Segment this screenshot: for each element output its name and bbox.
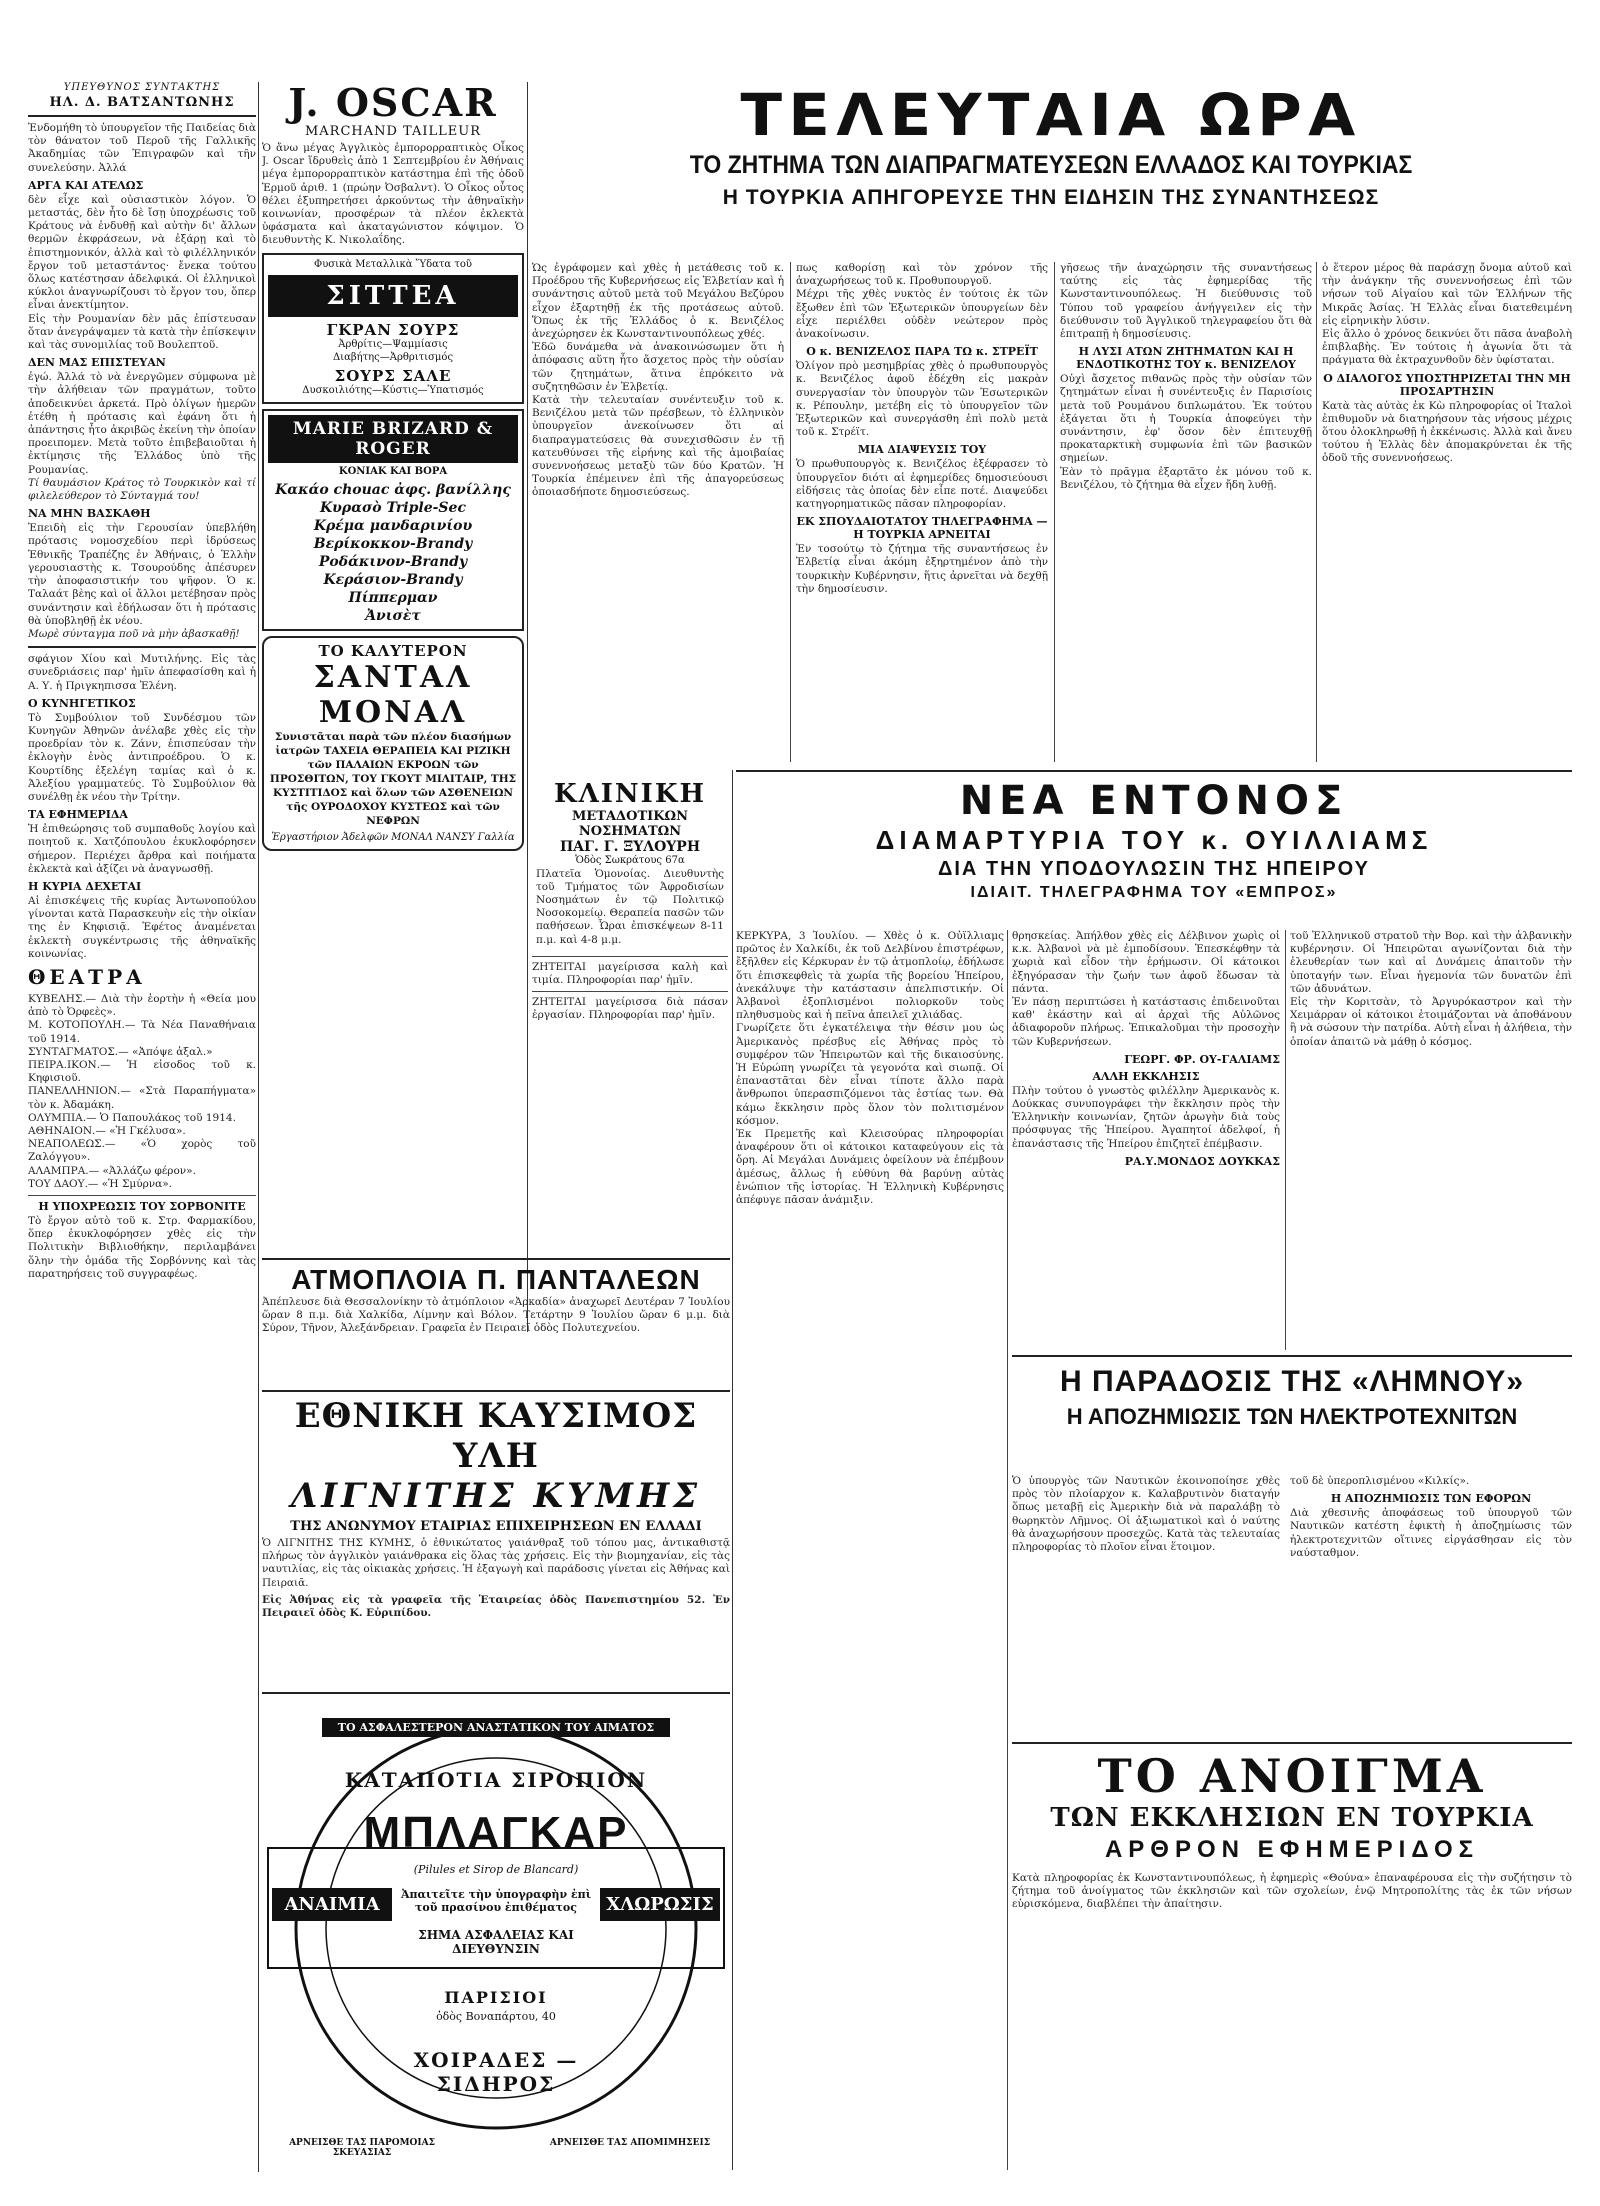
marie-item: Κυρασὸ Triple-Sec (320, 500, 466, 517)
subheading: ΔΕΝ ΜΑΣ ΕΠΙΣΤΕΥΑΝ (28, 356, 166, 370)
column-rule (732, 1258, 733, 2170)
column-rule (732, 770, 733, 1260)
marie-item: Πίππερμαν (348, 590, 438, 607)
paragraph: Τὸ Συμβούλιον τοῦ Συνδέσμου τῶν Κυνηγῶν Ἀθηνῶν ἀνέλαβε χθὲς εἰς τὴν προεδρίαν τὸν κ. Ζάνν, ἐπισπεύσαν τὴν ἐκλογὴν ἑνὸς ἀντιπροέδρου. Ὁ κ. Κουρτίδης ἐξελέγη ταμίας καὶ ὁ κ. Ἀλεξίου γραμματεύς. Τὸ Συμβούλιον θὰ συνέλθῃ ἐκ νέου τὴν Τρίτην. (28, 711, 256, 803)
clinic-subtitle: ΜΕΤΑΔΟΤΙΚΩΝ ΝΟΣΗΜΑΤΩΝ (572, 809, 688, 839)
paragraph: Ἐνδομήθη τὸ ὑπουργεῖον τῆς Παιδείας διὰ τὸν θάνατον τοῦ Περοῦ τῆς Γαλλικῆς Ἀκαδημίας τῶν Ἐπιγραφῶν καὶ τῆν συνελεύσην. Ἀλλά (28, 122, 256, 174)
ship-title: ΑΤΜΟΠΛΟΙΑ Π. ΠΑΝΤΑΛΕΩΝ (291, 1264, 701, 1295)
paragraph: Αἱ ἐπισκέψεις τῆς κυρίας Ἀντωνοπούλου γίνονται κατὰ Παρασκευὴν εἰς τὴν οἰκίαν της ἐν Κηφισιᾷ. Ἐφέτος ἀναμένεται ἐκλεκτὴ συγκέντρωσις τῆς ἀθηναϊκῆς κοινωνίας. (28, 894, 256, 960)
protest-subtitle: ΔΙΑΜΑΡΤΥΡΙΑ ΤΟΥ κ. ΟΥΙΛΛΙΑΜΣ (875, 825, 1433, 855)
sittea-line: Ἀρθρίτις—Ψαμμίασις (338, 339, 448, 351)
paragraph: σφάγιον Χίου καὶ Μυτιλήνης. Εἰς τὰς συνεδριάσεις παρ' ἡμῖν ἀπεφασίσθη καὶ ἡ Α. Υ. ἡ Πριγκηπισσα Ἑλένη. (28, 653, 256, 692)
blancard-name: ΜΠΛΑΓΚΑΡ (363, 1808, 629, 1857)
paragraph: Ἡ ἐπιθεώρησις τοῦ συμπαθοῦς λογίου καὶ ποιητοῦ κ. Χατζόπουλου ἐκυκλοφόρησεν σήμερον. Περιέχει ἄρθρα καὶ ποιήματα ἐκλεκτὰ καὶ ἀξίζει νὰ ἀναγνωσθῇ. (28, 823, 256, 875)
sittea-footer: Δυσκοιλιότης—Κύστις—Ὑπατισμός (302, 385, 484, 397)
theatre-line: ΑΛΑΜΠΡΑ.— «Ἀλλάζω φέρον». (28, 1164, 196, 1177)
anoigma-subtitle-2: ΑΡΘΡΟΝ ΕΦΗΜΕΡΙΔΟΣ (1104, 1836, 1480, 1863)
column-rule (1054, 262, 1055, 762)
theatre-line: ΤΟΥ ΔΑΟΥ.— «Ἡ Σμύρνα». (28, 1177, 172, 1190)
monal-footer: Ἐργαστήριον Ἀδελφῶν ΜΟΝΑΛ ΝΑΝΣΥ Γαλλία (271, 832, 515, 844)
subheading: Ο ΔΙΑΛΟΓΟΣ ΥΠΟΣΤΗΡΙΖΕΤΑΙ ΤΗΝ ΜΗ ΠΡΟΣΑΡΤΗΣΙΝ (1323, 371, 1571, 398)
protest-subtitle-3: ΙΔΙΑΙΤ. ΤΗΛΕΓΡΑΦΗΜΑ ΤΟΥ «ΕΜΠΡΟΣ» (970, 884, 1338, 901)
divider (736, 770, 1572, 772)
paragraph: Ἐὰν τὸ πρᾶγμα ἐξαρτᾶτο ἐκ μόνου τοῦ κ. Βενιζέλου, τὸ ζήτημα θὰ εἶχεν ἤδη λυθῇ. (1060, 465, 1312, 491)
lignite-text: Ὁ ΛΙΓΝΙΤΗΣ ΤΗΣ ΚΥΜΗΣ, ὁ ἐθνικώτατος γαιάνθραξ τοῦ τόπου μας, ἀντικαθιστᾷ πλήρως τὸν ἀγγλικὸν γαιάνθρακα εἰς ὅλας τὰς χρήσεις. Εἰς τὴν βιομηχανίαν, εἰς τὰς ναυτιλίας, εἰς τὰς οἰκιακὰς χρήσεις. Ἡ ἐξαγωγὴ καὶ παράδοσις γίνεται εἰς Ἀθήνας καὶ Πειραιᾶ. (262, 1537, 730, 1589)
column-rule (790, 262, 791, 762)
protest-subtitle-2: ΔΙΑ ΤΗΝ ΥΠΟΔΟΥΛΩΣΙΝ ΤΗΣ ΗΠΕΙΡΟΥ (937, 858, 1370, 880)
blancard-city: ΠΑΡΙΣΙΟΙ (444, 1988, 548, 2007)
lignite-title: ΕΘΝΙΚΗ ΚΑΥΣΙΜΟΣ ΥΛΗ (294, 1396, 698, 1476)
sittea-name: ΣΙΤΤΕΑ (268, 275, 518, 317)
marie-title: MARIE BRIZARD & ROGER (268, 415, 518, 463)
subheading: ΑΛΛΗ ΕΚΚΛΗΣΙΣ (1092, 1069, 1200, 1083)
lignite-address: Εἰς Ἀθήνας εἰς τὰ γραφεῖα τῆς Ἑταιρείας ὁδὸς Πανεπιστημίου 52. Ἐν Πειραιεῖ ὁδὸς Κ. Εὐριπίδου. (262, 1593, 730, 1620)
paragraph: Ἐν πάσῃ περιπτώσει ἡ κατάστασις ἐπιδεινοῦται καθ' ἑκάστην καὶ αἱ ἀρχαὶ τῆς Αὐλῶνος ἀδιαφοροῦν πλήρως. Ἐπικαλοῦμαι τὴν προσοχὴν τῶν Κυβερνήσεων. (1012, 996, 1280, 1048)
limnos-headline: Η ΠΑΡΑΔΟΣΙΣ ΤΗΣ «ΛΗΜΝΟΥ» (1059, 1365, 1525, 1398)
headline-subtitle-2: Η ΤΟΥΡΚΙΑ ΑΠΗΓΟΡΕΥΣΕ ΤΗΝ ΕΙΔΗΣΙΝ ΤΗΣ ΣΥΝΑΝΤΗΣΕΩΣ (722, 186, 1380, 209)
paragraph: Γνωρίζετε ὅτι ἐγκατέλειψα τὴν θέσιν μου ὡς Ἀμερικανὸς πρέσβυς εἰς Ἀθήνας πρὸς τὸ συμφέρον τῶν Ἠπειρωτῶν καὶ τῆς δικαιοσύνης. Ἡ Εὐρώπη γνωρίζει τὰ γεγονότα καὶ σιωπᾷ. Οἱ ἐπαναστᾶται δὲν εἶναι τίποτε ἄλλο παρὰ ἄνθρωποι ὑπερασπιζόμενοι τὰς ἑστίας των. Θὰ κάμω ἔκκλησιν πρὸς ὅλον τὸν πολιτισμένον κόσμον. (736, 1022, 1004, 1127)
paragraph: θρησκείας. Ἀπήλθον χθὲς εἰς Δέλβινον χωρὶς οἱ κ.κ. Ἀλβανοὶ νὰ μὲ ἐμποδίσουν. Ἐπεσκέφθην τὰ χωριὰ καὶ εἶδον τὴν ἐρήμωσιν. Οἱ κάτοικοι ἐξηγόρασαν τὴν ζωήν των ἀφοῦ ἔδωσαν τὰ πάντα. (1012, 930, 1280, 995)
paragraph: ὁ ἕτερον μέρος θὰ παράσχῃ ὄνομα αὐτοῦ καὶ τὴν ἀνάγκην τῆς συνεννοήσεως ἐπὶ τῶν νήσων τοῦ Αἰγαίου καὶ τῶν Ἑλλήνων τῆς Μικρᾶς Ἀσίας. Ἡ Ἑλλὰς εἶναι διατεθειμένη εἰς εἰρηνικὴν λύσιν. (1322, 262, 1572, 327)
blancard-top-band: ΤΟ ΑΣΦΑΛΕΣΤΕΡΟΝ ΑΝΑΣΤΑΤΙΚΟΝ ΤΟΥ ΑΙΜΑΤΟΣ (322, 1718, 670, 1737)
theatre-line: ΝΕΑΠΟΛΕΩΣ.— «Ὁ χορὸς τοῦ Ζαλόγγου». (28, 1138, 256, 1164)
oscar-title: J. OSCAR (288, 82, 498, 125)
anoigma-block (1012, 1750, 1572, 2190)
blancard-foot-right: ΑΡΝΕΙΣΘΕ ΤΑΣ ΑΠΟΜΙΜΗΣΕΙΣ (549, 2138, 711, 2148)
headline-subtitle: ΤΟ ΖΗΤΗΜΑ ΤΩΝ ΔΙΑΠΡΑΓΜΑΤΕΥΣΕΩΝ ΕΛΛΑΔΟΣ ΚΑΙ ΤΟΥΡΚΙΑΣ (689, 151, 1413, 179)
signature: ΓΕΩΡΓ. ΦΡ. ΟΥ-ΓΑΛΙΑΜΣ (1124, 1052, 1280, 1066)
editor-kicker: ΥΠΕΥΘΥΝΟΣ ΣΥΝΤΑΚΤΗΣ (63, 82, 221, 93)
paragraph: Τί θαυμάσιον Κράτος τὸ Τουρκικὸν καὶ τί φιλελεύθερον τὸ Σύνταγμά του! (28, 476, 256, 503)
paragraph: δὲν εἶχε καὶ οὐσιαστικὸν λόγον. Ὁ μεταστάς, δὲν ἦτο δὲ ἴσῃ ὑποχρέωσις τοῦ Κράτους νὰ ἐνδυθῇ καὶ αὐτὴν δι' ἄλλων θερμῶν ἐκφράσεων, νὰ ἐξάρῃ καὶ τὸ ἐπιστημονικόν, ἀλλὰ καὶ τὸ φιλέλληνικόν ἔργον τοῦ μεταστάντος· ἔνεκα τούτου ὅλως κατέστησαν ἀδελφικά. Οἱ ἐλληνικοὶ κύκλοι ἀναγνωρίζουσι τὸ ἔργον του, ὅπερ εἶναι ἀνεκτίμητον. (28, 193, 256, 312)
paragraph: Μέχρι τῆς χθὲς νυκτὸς ἐν τούτοις ἐκ τῶν ἔξωθεν ἐπὶ τῶν Ἐξωτερικῶν ὑπουργείων δὲν εἶχε περιέλθει οὐδὲν νεώτερον πρὸς ἀνακοίνωσιν. (796, 288, 1048, 341)
ship-text: Ἀπέπλευσε διὰ Θεσσαλονίκην τὸ ἀτμόπλοιον «Ἀρκαδία» ἀναχωρεῖ Δευτέραν 7 Ἰουλίου ὥραν 8 π.μ. διὰ Χαλκίδα, Λίμνην καὶ Βόλον. Τετάρτην 9 Ἰουλίου ὥραν 6 μ.μ. διὰ Σύρον, Τῆνον, Ἀλεξάνδρειαν. Γραφεῖα ἐν Πειραιεῖ ὁδὸς Πολυτεχνείου. (262, 1296, 730, 1335)
column-rule (1007, 930, 1008, 2170)
oscar-subtitle: MARCHAND TAILLEUR (304, 124, 482, 139)
paragraph: Διὰ χθεσινῆς ἀποφάσεως τοῦ ὑπουργοῦ τῶν Ναυτικῶν κατέστη ἐφικτὴ ἡ ἀποζημίωσις τῶν ἠλεκτροτεχνιτῶν οἵτινες εἰργάσθησαν εἰς τὸν ναύσταθμον. (1290, 1507, 1572, 1559)
main-headline: ΤΕΛΕΥΤΑΙΑ ΩΡΑ (740, 81, 1362, 149)
divider (532, 956, 728, 957)
divider (262, 1692, 730, 1694)
subheading: Ο κ. ΒΕΝΙΖΕΛΟΣ ΠΑΡΑ ΤΩ κ. ΣΤΡΕΪΤ (806, 345, 1038, 359)
limnos-column-2 (1290, 1475, 1572, 1735)
column-left-news (28, 82, 256, 2182)
clinic-doctor: ΠΑΓ. Γ. ΞΥΛΟΥΡΗ (559, 839, 701, 855)
paragraph: Ἐν τοσούτῳ τὸ ζήτημα τῆς συναντήσεως ἐν Ἑλβετίᾳ εἶναι ἀκόμη ἐξηρτημένον ἀπὸ τὴν τουρκικὴν Κυβέρνησιν, ἥτις ἀρνεῖται νὰ δεχθῇ τὴν δημοσίευσιν. (796, 543, 1048, 595)
paragraph: Εἰς τὴν Κοριτσὰν, τὸ Ἀργυρόκαστρον καὶ τὴν Χειμάρραν οἱ κάτοικοι ἑτοιμάζονται νὰ ἀποθάνουν ἢ νὰ σώσουν τὴν πατρίδα. Αὐτὴ εἶναι ἡ ἀλήθεια, τὴν ὁποίαν ἀπαιτῶ νὰ μάθῃ ὁ κόσμος. (1290, 996, 1572, 1048)
blancard-address: ὁδὸς Βοναπάρτου, 40 (436, 2010, 556, 2023)
subheading: Ο ΚΥΝΗΓΕΤΙΚΟΣ (28, 696, 136, 710)
paragraph: Κατὰ τὰς αὐτὰς ἐκ Κὼ πληροφορίας οἱ Ἰταλοὶ ἐπιθυμοῦν νὰ διατηρήσουν τὰς νήσους μέχρις ὅτου ὁλοκληρωθῇ ἡ ἐκκένωσις. Ἀλλὰ καὶ ἄνευ τούτου ἡ Ἑλλὰς δὲν ἀπομακρύνεται ἐκ τῆς ὁδοῦ τῆς συνεννοήσεως. (1322, 399, 1572, 465)
blancard-right-label: ΧΛΩΡΩΣΙΣ (600, 1888, 720, 1921)
protest-column-3 (1290, 930, 1572, 1350)
paragraph: Τὸ ἔργον αὐτὸ τοῦ κ. Στρ. Φαρμακίδου, ὅπερ ἐκυκλοφόρησεν χθὲς εἰς τὴν Πολιτικὴν Βιβλιοθήκην, περιλαμβάνει ὅλην τὴν ὁμάδα τῆς Σορβόννης καὶ τὰς παρατηρήσεις τοῦ συγγραφέως. (28, 1215, 256, 1280)
theatre-line: ΚΥΒΕΛΗΣ.— Διὰ τὴν ἑορτὴν ἡ «Θεία μου ἀπὸ τὸ Ὀρφεὲς». (28, 992, 256, 1019)
paragraph: γῆσεως τῆν ἀναχώρησιν τῆς συναντήσεως ταύτης εἰς τὰς ἐφημερίδας τῆς Κωνσταντινουπόλεως. Ἡ διεύθυνσις τοῦ Τύπου τοῦ γραφείου ἀνήγγειλεν εἰς τὴν διεύθυνσιν τοῦ Ἀγγλικοῦ τηλεγραφείου ὅτι θὰ ἐπιτραπῇ ἡ δημοσίευσις. (1060, 262, 1312, 341)
divider (1012, 1355, 1572, 1357)
marie-item: Ἀνισὲτ (365, 608, 421, 625)
article-column-2 (796, 262, 1048, 762)
limnos-headline-block (1012, 1362, 1572, 1472)
monal-text: Συνιστᾶται παρὰ τῶν πλέον διασήμων ἰατρῶν ΤΑΧΕΙΑ ΘΕΡΑΠΕΙΑ ΚΑΙ ΡΙΖΙΚΗ τῶν ΠΑΛΑΙΩΝ ΕΚΡΟΩΝ τῶν ΠΡΟΣΘΙΤΩΝ, ΤΟΥ ΓΚΟΥΤ ΜΙΛΙΤΑΙΡ, ΤΗΣ ΚΥΣΤΙΤΙΔΟΣ καὶ ὅλων τῶν ΑΣΘΕΝΕΙΩΝ τῆς ΟΥΡΟΔΟΧΟΥ ΚΥΣΤΕΩΣ καὶ τῶν ΝΕΦΡΩΝ (269, 731, 517, 828)
theatre-line: Μ. ΚΟΤΟΠΟΥΛΗ.— Τὰ Νέα Παναθήναια τοῦ 1914. (28, 1019, 256, 1045)
paragraph: Εἰς τὴν Ρουμανίαν δὲν μᾶς ἐπίστευσαν ὅταν ἀνεγράψαμεν τὰ κατὰ τὴν ἐπίσκεψιν καὶ τὰς συνομιλίας τοῦ Βουλεπτοῦ. (28, 312, 256, 352)
paragraph: Ἐδῶ δυνάμεθα νὰ ἀνακοινώσωμεν ὅτι ἡ ἀπόφασις αὕτη ἦτο ἄσχετος πρὸς τὴν οὐσίαν τῶν ζητημάτων, ἅτινα ἐπρόκειτο νὰ συζητηθῶσιν ἐν Ἑλβετίᾳ. (532, 341, 784, 393)
divider (262, 1258, 730, 1260)
sittea-kicker: Φυσικὰ Μεταλλικὰ Ὕδατα τοῦ (314, 258, 472, 270)
theatre-line: ΠΕΙΡΑ.ΙΚΟΝ.— Ἡ εἰσοδος τοῦ κ. Κηφισιοῦ. (28, 1058, 256, 1085)
wanted-ad: ΖΗΤΕΙΤΑΙ μαγείρισσα καλὴ καὶ τιμία. Πληροφορίαι παρ' ἡμῖν. (532, 960, 728, 986)
divider (1012, 1742, 1572, 1744)
paragraph: Ὁ ὑπουργὸς τῶν Ναυτικῶν ἐκοινοποίησε χθὲς πρὸς τὸν πλοίαρχον κ. Καλαβρυτινὸν διαταγήν ὅπως μεταβῇ εἰς Ἀμερικὴν διὰ νὰ παραλάβῃ τὸ θωρηκτὸν Λῆμνος. Οἱ ἀξιωματικοὶ καὶ ὁ ναύτης θὰ ἀναχωρήσουν προσεχῶς. Κατὰ τὰς τελευταίας πληροφορίας τὸ πλοῖον εἶναι ἕτοιμον. (1012, 1475, 1280, 1554)
subheading: ΜΙΑ ΔΙΑΨΕΥΣΙΣ ΤΟΥ (857, 443, 987, 457)
subheading: Η ΛΥΣΙ ΑΤΩΝ ΖΗΤΗΜΑΤΩΝ ΚΑΙ Η ΕΝΔΟΤΙΚΟΤΗΣ ΤΟΥ κ. ΒΕΝΙΖΕΛΟΥ (1076, 345, 1296, 372)
paragraph: Οὐχὶ ἄσχετος πιθανῶς πρὸς τὴν οὐσίαν τῶν ζητημάτων εἶναι ἡ συνέντευξις ἐν Παρισίοις μετὰ τοῦ Ρουμάνου διπλωμάτου. Ἐκ τούτου ἐξάγεται ὅτι ἡ Τουρκία ἀποφεύγει τὴν συνάντησιν, ἐφ' ὅσον δὲν ἐπιτευχθῇ προκαταρκτικὴ συμφωνία ἐπὶ τῶν βασικῶν σημείων. (1060, 373, 1312, 465)
subheading: ΝΑ ΜΗΝ ΒΑΣΚΑΘΗ (28, 507, 151, 521)
theatre-listing (28, 993, 256, 1191)
paragraph: ἐγώ. Ἀλλά τὸ νὰ ἐνεργῶμεν σύμφωνα μὲ τὴν ἀλήθειαν τῶν πραγμάτων, τοῦτο ἀποδεικνύει ἀρκετά. Πρὸ ὀλίγων ἡμερῶν ἐτέθη ἡ πρότασις καὶ ἐφάνη ὅτι ἡ ἀπάντησις ἦτο ἀκριβῶς ἐκείνη τὴν ὁποίαν προειπομεν. Μετὰ τοῦτο ἐπιβεβαιοῦται ἡ ἐκτίμησις τῆς Ἑλλάδος ὑπὸ τῆς Ρουμανίας. (28, 371, 256, 476)
marie-item: Βερίκοκκον-Brandy (313, 536, 473, 553)
editor-byline: ΗΛ. Δ. ΒΑΤΣΑΝΤΩΝΗΣ (49, 95, 235, 110)
article-column-3 (1060, 262, 1312, 762)
anoigma-headline: ΤΟ ΑΝΟΙΓΜΑ (1097, 1750, 1487, 1803)
clinic-text: Πλατεῖα Ὁμονοίας. Διευθυντὴς τοῦ Τμήματος τῶν Ἀφροδισίων Νοσημάτων ἐν τῷ Πολιτικῷ Νοσοκομείῳ. Θεραπεία πασῶν τῶν παθήσεων. Ὧραι ἐπισκέψεων 8-11 π.μ. καὶ 4-8 μ.μ. (536, 867, 724, 946)
paragraph: τοῦ Ἑλληνικοῦ στρατοῦ τὴν Βορ. καὶ τὴν ἀλβανικὴν κυβέρνησιν. Οἱ Ἠπειρῶται αγωνίζονται διὰ τὴν ἐλευθερίαν των καὶ αἱ Δυνάμεις ἀπαιτοῦν τὴν ὑποταγήν των. Εἶναι ἡγεμονία τῶν δυνατῶν ἐπὶ τῶν ἀδυνάτων. (1290, 930, 1572, 995)
blancard-left-label: ΑΝΑΙΜΙΑ (272, 1888, 392, 1921)
marie-brizard-ad (262, 409, 524, 632)
divider (28, 115, 256, 117)
subheading: Η ΥΠΟΧΡΕΩΣΙΣ ΤΟΥ ΣΟΡΒΟΝΙΤΕ (38, 1200, 246, 1214)
sittea-brand2: ΣΟΥΡΣ ΣΑΛΕ (334, 367, 452, 386)
monal-pretitle: ΤΟ ΚΑΛΥΤΕΡΟΝ (318, 642, 468, 661)
theatre-line: ΣΥΝΤΑΓΜΑΤΟΣ.— «Ἀπόψε ἀξαλ.» (28, 1045, 213, 1058)
blancard-kicker: ΚΑΤΑΠΟΤΙΑ ΣΙΡΟΠΙΟΝ (344, 1768, 648, 1792)
column-rule (258, 82, 259, 2172)
divider (532, 991, 728, 992)
marie-subtitle: ΚΟΝΙΑΚ ΚΑΙ ΒΟΡΑ (338, 465, 448, 477)
lignite-ad (262, 1396, 730, 1686)
paragraph: Εἰς ἄλλο ὁ χρόνος δεικνύει ὅτι πᾶσα ἀναβολὴ ἐπιβλαβὴς. Ἐν τούτοις ἡ ἀγωνία ὅτι τὰ πράγματα θὰ ἐκτραχυνθοῦν δὲν ὑφίσταται. (1322, 328, 1572, 367)
column-rule (527, 82, 528, 1332)
column-rule (1285, 930, 1286, 1350)
divider (28, 646, 256, 648)
paragraph: Πλὴν τούτου ὁ γνωστὸς φιλέλλην Ἀμερικανὸς κ. Δούκκας συνυπογράφει τὴν ἔκκλησιν πρὸς τὴν Ἑλληνικὴν κοινωνίαν, ζητῶν ἀρωγὴν διὰ τοὺς πρόσφυγας τῆς Ἠπείρου. Ἀγαπητοί ἀδελφοί, ἡ ἐπανάστασις τῆς Ἠπείρου ἐπιζητεῖ ἐπέμβασιν. (1012, 1084, 1280, 1150)
paragraph: Ὀλίγον πρὸ μεσημβρίας χθὲς ὁ πρωθυπουργὸς κ. Βενιζέλος ἀφοῦ ἐδέχθη εἰς μακρὰν συνεργασίαν τὸν ὑπουργὸν τῶν Ἐσωτερικῶν κ. Ρέπουλην, μετέβη εἰς τὸ ὑπουργεῖον τῶν Ἐξωτερικῶν καὶ συνεργάσθη ἐπὶ πολὺ μετὰ τοῦ κ. Στρέϊτ. (796, 360, 1048, 439)
divider (28, 1195, 256, 1196)
marie-item: Κακάο chouac ἀφς. βανίλλης (275, 482, 511, 499)
clinic-title: ΚΛΙΝΙΚΗ (553, 779, 707, 809)
oscar-text: Ὁ ἄνω μέγας Ἀγγλικὸς ἐμπορορραπτικὸς Οἶκος J. Oscar ἵδρυθεὶς ἀπὸ 1 Σεπτεμβρίου ἐν Ἀθήναις μέγα ἐμπορορραπτικὸν κατάστημα ἐπὶ τῆς ὁδοῦ Ἑρμοῦ ἀριθ. 1 (πρώην Ὀσβαλντ). Ὁ Οἶκος οὗτος θέλει ἐξυπηρετήσει ἀρκούντως τὴν ἀθηναϊκὴν κοινωνίαν, προσφέρων τὰ πλέον ἐκλεκτὰ ὑφάσματα καὶ ἀκαταγώνιστον κόψιμον. Ὁ διευθυντὴς Κ. Νικολαΐδης. (262, 142, 524, 247)
clinic-address: Ὁδὸς Σωκράτους 67α (575, 855, 685, 866)
article-column-1 (532, 262, 784, 762)
subheading: Η ΚΥΡΙΑ ΔΕΧΕΤΑΙ (28, 879, 142, 893)
wanted-ad: ΖΗΤΕΙΤΑΙ μαγείρισσα διὰ πάσαν ἐργασίαν. Πληροφορίαι παρ' ἡμῖν. (532, 996, 728, 1022)
article-column-4 (1322, 262, 1572, 762)
main-headline-block (530, 82, 1572, 212)
paragraph: τοῦ δὲ ὑπεροπλισμένου «Κιλκίς». (1290, 1475, 1470, 1487)
divider (262, 1390, 730, 1392)
subheading: ΕΚ ΣΠΟΥΔΑΙΟΤΑΤΟΥ ΤΗΛΕΓΡΑΦΗΜΑ —Η ΤΟΥΡΚΙΑ ΑΡΝΕΙΤΑΙ (796, 515, 1048, 542)
sittea-line: Διαβήτης—Ἀρθριτισμός (332, 351, 454, 363)
blancard-bottom-label: ΧΟΙΡΑΔΕΣ — ΣΙΔΗΡΟΣ (413, 2048, 579, 2096)
blancard-foot-left: ΑΡΝΕΙΣΘΕ ΤΑΣ ΠΑΡΟΜΟΙΑΣ ΣΚΕΥΑΣΙΑΣ (289, 2138, 435, 2158)
marie-item: Ροδάκινον-Brandy (318, 554, 468, 571)
subheading: Η ΑΠΟΖΗΜΙΩΣΙΣ ΤΩΝ ΕΦΟΡΩΝ (1330, 1492, 1532, 1506)
blancard-sign: ΣΗΜΑ ΑΣΦΑΛΕΙΑΣ ΚΑΙ ΔΙΕΥΘΥΝΣΙΝ (418, 1928, 574, 1956)
paragraph: Μωρὲ σύνταγμα ποῦ νὰ μὴν ἀβασκαθῇ! (28, 627, 240, 640)
santal-monal-ad (262, 636, 524, 851)
lignite-company: ΤΗΣ ΑΝΩΝΥΜΟΥ ΕΤΑΙΡΙΑΣ ΕΠΙΧΕΙΡΗΣΕΩΝ ΕΝ ΕΛΛΑΔΙ (290, 1519, 702, 1534)
signature: ΡΑ.Υ.ΜΟΝΔΟΣ ΔΟΥΚΚΑΣ (1124, 1154, 1280, 1168)
subheading: ΑΡΓΑ ΚΑΙ ΑΤΕΛΩΣ (28, 178, 144, 192)
clinic-ad (532, 775, 728, 951)
paragraph: πως καθορίσῃ καὶ τὸν χρόνον τῆς ἀναχωρήσεως τοῦ κ. Προθυπουργοῦ. (796, 262, 1048, 288)
paragraph: Ὡς ἐγράφομεν καὶ χθὲς ἡ μετάθεσις τοῦ κ. Προέδρου τῆς Κυβερνήσεως εἰς Ἑλβετίαν καὶ ἡ συνάντησις αὐτοῦ μετὰ τοῦ Μεγάλου Βεζύρου εἶχον ἐξαρτηθῇ ἐκ τῆς προτάσεως αὐτοῦ. Ὅπως ἐκ τῆς Ἑλλάδος ὁ κ. Βενιζέλος ἀνεχώρησεν ἐκ Κωνσταντινουπόλεως χθές. (532, 262, 784, 341)
paragraph: Κατὰ πληροφορίας ἐκ Κωνσταντινουπόλεως, ἡ ἐφημερὶς «Θούνα» ἐπαναφέρουσα εἰς τὴν συζήτησιν τὸ ζήτημα τοῦ ἀνοίγματος τῶν ἐκκλησιῶν καὶ τῶν σχολείων, ἐνῷ Μητροπολίτης τὰς ἐκ τῶν νήσων εὑρισκόμενα, διαβλέπει τὴν ἀπαίτησιν. (1012, 1872, 1572, 1911)
limnos-subtitle: Η ΑΠΟΖΗΜΙΩΣΙΣ ΤΩΝ ΗΛΕΚΤΡΟΤΕΧΝΙΤΩΝ (1066, 1404, 1518, 1429)
protest-column-1 (736, 930, 1004, 2180)
paragraph: Ὁ πρωθυπουργὸς κ. Βενιζέλος ἐξέφρασεν τὸ ὑπουργεῖον διότι αἱ ἐφημερίδες δημοσιεύουσι εἰδήσεις τὰς ὁποίας δὲν εἶπε ποτέ. Διαψεύδει κατηγορηματικῶς πᾶσαν πληροφορίαν. (796, 458, 1048, 511)
paragraph: ΚΕΡΚΥΡΑ, 3 Ἰουλίου. — Χθὲς ὁ κ. Οὐϊλλιαμς πρῶτος ἐν Χαλκίδι, ἐκ τοῦ Δελβίνου ἐπιστρέφων, ἔξῆλθεν εἰς Κέρκυραν ἐν τῷ ἀτμοπλοίῳ, ἐδήλωσε ὅτι ἐπισκεφθεὶς τὰ χωρία τῆς βορείου Ἠπείρου, ἀνεκάλυψε τὴν κατάστασιν ἀπελπιστικήν. Οἱ Ἀλβανοὶ ἐξοπλισμένοι πολιορκοῦν τοὺς πληθυσμοὺς καὶ ἡ πεῖνα ἀπειλεῖ χιλιάδας. (736, 930, 1004, 1022)
protest-headline-block (736, 778, 1572, 928)
anoigma-subtitle: ΤΩΝ ΕΚΚΛΗΣΙΩΝ ΕΝ ΤΟΥΡΚΙΑ (1050, 1803, 1534, 1833)
paragraph: Κατὰ τὴν τελευταίαν συνέντευξιν τοῦ κ. Βενιζέλου μετὰ τῶν πρέσβεων, τὸ ἑλληνικὸν ὑπουργεῖον ἀνεκοίνωσεν ὅτι αἱ διαπραγματεύσεις θὰ συνεχισθῶσιν ἐν τῇ κατευθύνσει τῆς εἰρήνης καὶ τῆς ἀμοιβαίας συνεννοήσεως μεταξὺ τῶν δύο Κρατῶν. Ἡ Τουρκία ἐπέμεινεν ἐπὶ τῆς ἀπαγορεύσεως ὁποιασδήποτε δημοσιεύσεως. (532, 394, 784, 499)
column-ads (262, 82, 524, 1322)
pantaleon-ad (262, 1264, 730, 1384)
theatre-heading: ΘΕΑΤΡΑ (28, 964, 146, 989)
marie-item: Κεράσιον-Brandy (323, 572, 463, 589)
blancard-latin: (Pilules et Sirop de Blancard) (413, 1863, 579, 1876)
limnos-column-1 (1012, 1475, 1280, 1735)
theatre-line: ΟΛΥΜΠΙΑ.— Ὁ Παπουλάκος τοῦ 1914. (28, 1111, 236, 1124)
column-rule (1316, 262, 1317, 762)
oscar-ad (262, 82, 524, 248)
blancard-text: Ἀπαιτεῖτε τὴν ὑπογραφὴν ἐπὶ τοῦ πρασίνου ἐπιθέματος (400, 1888, 592, 1914)
theatre-line: ΑΘΗΝΑΙΟΝ.— «Ἡ Γκέλυσα». (28, 1125, 186, 1137)
theatre-line: ΠΑΝΕΛΛΗΝΙΟΝ.— «Στὰ Παραπήγματα» τὸν κ. Ἀδαμάκη. (28, 1085, 256, 1111)
paragraph: Ἐπειδὴ εἰς τὴν Γερουσίαν ὑπεβλήθη πρότασις νομοσχεδίου περὶ ἱδρύσεως Ἐθνικῆς Τραπέζης ἐν Ἀθήναις, ὁ Ἑλλὴν γερουσιαστὴς κ. Τσουρούδης ἀπέσυρεν τὴν ἀποφασιστικήν του ψῆφον. Ὁ κ. Ταλαάτ βὲης καὶ οἱ ἄλλοι μετέβησαν πρὸς συνάντησιν καὶ ἐδήλωσαν ὅτι ἡ πρότασις θὰ ὑποβληθῇ ἐκ νέου. (28, 522, 256, 627)
sittea-brand: ΓΚΡΑΝ ΣΟΥΡΣ (326, 321, 460, 340)
paragraph: Ἐκ Πρεμετῆς καὶ Κλεισούρας πληροφορίαι ἀναφέρουν ὅτι οἱ κάτοικοι καταφεύγουν εἰς τὰ ὄρη. Αἱ Μεγάλαι Δυνάμεις ὀφείλουν νὰ ἐπέμβουν ἀμέσως, ἄλλως ἡ εὐθύνη θὰ βαρύνῃ αὐτὰς ἐνώπιον τῆς ἱστορίας. Ἡ Ἑλληνικὴ Κυβέρνησις ἀπέφυγε πᾶσαν ἀνάμιξιν. (736, 1128, 1004, 1207)
column-clinic-ads (532, 770, 728, 1250)
protest-headline: ΝΕΑ ΕΝΤΟΝΟΣ (959, 778, 1349, 824)
subheading: ΤΑ ΕΦΗΜΕΡΙΔΑ (28, 808, 128, 822)
monal-name: ΣΑΝΤΑΛ ΜΟΝΑΛ (313, 660, 473, 731)
protest-column-2 (1012, 930, 1280, 1350)
sittea-ad (262, 253, 524, 404)
lignite-subtitle: ΛΙΓΝΙΤΗΣ ΚΥΜΗΣ (290, 1476, 702, 1516)
blancard-ad (262, 1698, 730, 2168)
marie-item: Κρέμα μανδαρινίου (313, 518, 473, 535)
